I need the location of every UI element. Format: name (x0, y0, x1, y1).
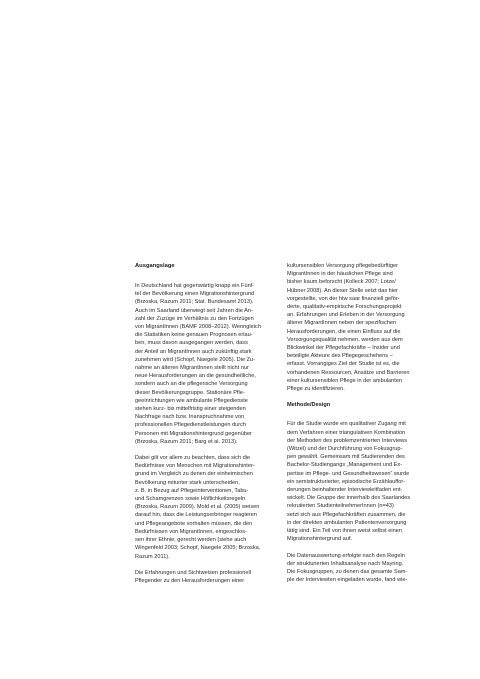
text-line: Hübner 2008). An dieser Stelle setzt das hier (287, 287, 399, 294)
section-heading-ausgangslage: Ausgangslage (135, 263, 175, 269)
text-line: beteiligte Akteure des Pflegegeschehens – (287, 353, 393, 360)
text-line: Migrationshintergrund auf. (287, 536, 352, 543)
text-line: pen gewählt. Gemeinsam mit Studierenden des (287, 454, 405, 461)
text-line: tel der Bevölkerung einen Migrationshintergrund (135, 291, 255, 298)
text-line: grund im Vergleich zu denen der einheimischen (135, 471, 253, 478)
text-line: Bachelor-Studiengangs „Management und Ex- (287, 462, 403, 469)
text-line: der Methoden des problemzentrierten Interviews (287, 437, 408, 444)
text-line: derungen beinhaltender Interviewleitfaden ent- (287, 487, 403, 494)
text-line: Blickwinkel der Pflegefachkräfte – Insider und (287, 345, 400, 352)
text-line: ben, muss davon ausgegangen werden, dass (135, 340, 248, 347)
text-line: dem Verfahren einer triangulativen Kombination (287, 429, 406, 436)
text-line: bisher kaum beforscht (Kolleck 2007; Lotze/ (287, 279, 396, 286)
paragraph (287, 262, 447, 393)
text-line: zahl der Zuzüge im Verhältnis zu den Fortzügen (135, 315, 254, 322)
text-line: neue Herausforderungen an die gesundheitliche, (135, 373, 256, 380)
text-line: kultursensiblen Versorgung pflegebedürftiger (287, 263, 399, 269)
text-line: an. Erfahrungen und Erleben in der Versorgung (287, 312, 405, 319)
section-heading-methode-design: Methode/Design (287, 402, 331, 409)
text-line: Razum 2011). (135, 553, 170, 560)
text-line: setzt sich aus Pflegefachkräften zusammen, die (287, 511, 406, 518)
text-line: nahme an älteren MigrantInnen stellt nicht nur (135, 365, 249, 372)
text-line: Bedürfnisse von Menschen mit Migrationshinter- (135, 463, 255, 470)
text-line: In Deutschland hat gegenwärtig knapp ein Fünf- (135, 283, 255, 289)
text-line: stehen kurz- bis mittelfristig einer steigenden (135, 406, 246, 413)
left-column (135, 262, 295, 593)
text-line: zunehmen wird (Schopf, Naegele 2005). Die Zu- (135, 356, 256, 363)
text-line: und Pflegeangebote vorhalten müssen, die den (135, 520, 253, 527)
text-line: Herausforderungen, die einen Einfluss auf die (287, 328, 401, 335)
text-line: (Witzel) und der Durchführung von Fokusgrup- (287, 446, 403, 453)
text-line: ple der Interviewten eingeladen wurde, fand wie- (287, 577, 408, 584)
paragraph (135, 569, 295, 585)
text-line: derte, qualitativ-empirische Forschungsprojekt (287, 304, 402, 311)
text-line: pertise im Pflege- und Gesundheitswesen“ wurde (287, 470, 410, 477)
text-line: dieser Bevölkerungsgruppe. Stationäre Pfle- (135, 389, 245, 396)
text-line: von MigrantInnen (BAMF 2008–2012). Wenngleich (135, 324, 261, 331)
text-line: darauf hin, dass die Leistungserbringer reagieren (135, 512, 257, 519)
text-line: ein semistrukturierter, episodische Erzählauffor- (287, 478, 406, 485)
paragraph (287, 552, 447, 585)
text-line: tätig sind. Ein Teil von ihnen weist selbst einen (287, 528, 402, 535)
text-line: Wingenfeld 2003; Schopf, Naegele 2005; Brzoska, (135, 545, 261, 552)
text-line: Die Erfahrungen und Sichtweisen professionell (135, 569, 251, 576)
text-line: Nachfrage nach bzw. Inanspruchnahme von (135, 414, 245, 421)
text-line: Für die Studie wurde ein qualitativer Zugang mit (287, 421, 406, 428)
paragraph (135, 282, 295, 446)
text-line: einer kultursensiblen Pflege in der ambulanten (287, 377, 403, 384)
text-line: wickelt. Die Gruppe der innerhalb des Saarlandes (287, 495, 411, 502)
text-line: geeinrichtungen wie ambulante Pflegedienste (135, 397, 248, 404)
paragraph (287, 420, 447, 543)
text-line: Bevölkerung mitunter stark unterscheiden, (135, 479, 240, 486)
text-line: sen ihrer Ethnie, gerecht werden (siehe auch (135, 537, 247, 544)
text-line: vorhandenen Ressourcen, Ansätze und Barrieren (287, 369, 410, 376)
text-line: professionellen Pflegedienstleistungen durch (135, 422, 247, 429)
text-line: (Brzoska, Razum 2009). Mold et al. (2005) weisen (135, 504, 260, 511)
text-line: der Anteil an MigrantInnen auch zukünftig stark (135, 348, 252, 355)
right-column (287, 262, 447, 592)
text-line: z. B. in Bezug auf Pflegeinterventionen, Tabu- (135, 487, 249, 494)
text-line: und Schamgrenzen sowie Höflichkeitsregeln (135, 496, 246, 503)
text-line: rekrutierten StudienteilnehmerInnen (n=43) (287, 503, 394, 510)
text-line: Auch im Saarland überwiegt seit Jahren die An- (135, 307, 253, 314)
text-line: Die Datenauswertung erfolgte nach den Regeln (287, 552, 405, 559)
paragraph (135, 454, 295, 561)
text-line: Pflegender zu den Herausforderungen einer (135, 577, 245, 584)
text-line: Pflege zu identifizieren. (287, 386, 345, 393)
text-line: sondern auch an die pflegerische Versorgung (135, 381, 248, 388)
text-line: erfasst. Vorrangiges Ziel der Studie ist es, die (287, 361, 400, 368)
text-line: vorgestellte, von der htw saar finanziell geför- (287, 295, 400, 302)
text-line: der strukturierten Inhaltsanalyse nach Mayring. (287, 560, 404, 567)
text-line: (Brzoska, Razum 2011; Stat. Bundesamt 2013). (135, 299, 254, 306)
text-line: Dabei gilt vor allem zu beachten, dass sich die (135, 455, 251, 462)
text-line: Die Fokusgruppen, zu denen das gesamte Sam- (287, 568, 408, 575)
text-line: die Statistiken keine genauen Prognosen erlau- (135, 332, 253, 339)
text-line: (Brzoska, Razum 2011; Barg et al. 2013). (135, 438, 238, 445)
text-line: in der direkten ambulanten Patientenversorgung (287, 519, 407, 526)
text-line: Personen mit Migrationshintergrund gegenüber (135, 430, 252, 437)
text-line: Versorgungsqualität nehmen, werden aus dem (287, 336, 403, 343)
text-line: Bedürfnissen von MigrantInnen, eingeschlos- (135, 528, 247, 535)
text-line: älterer MigrantInnen neben der spezifischen (287, 320, 397, 327)
text-line: MigrantInnen in der häuslichen Pflege sind (287, 271, 393, 278)
